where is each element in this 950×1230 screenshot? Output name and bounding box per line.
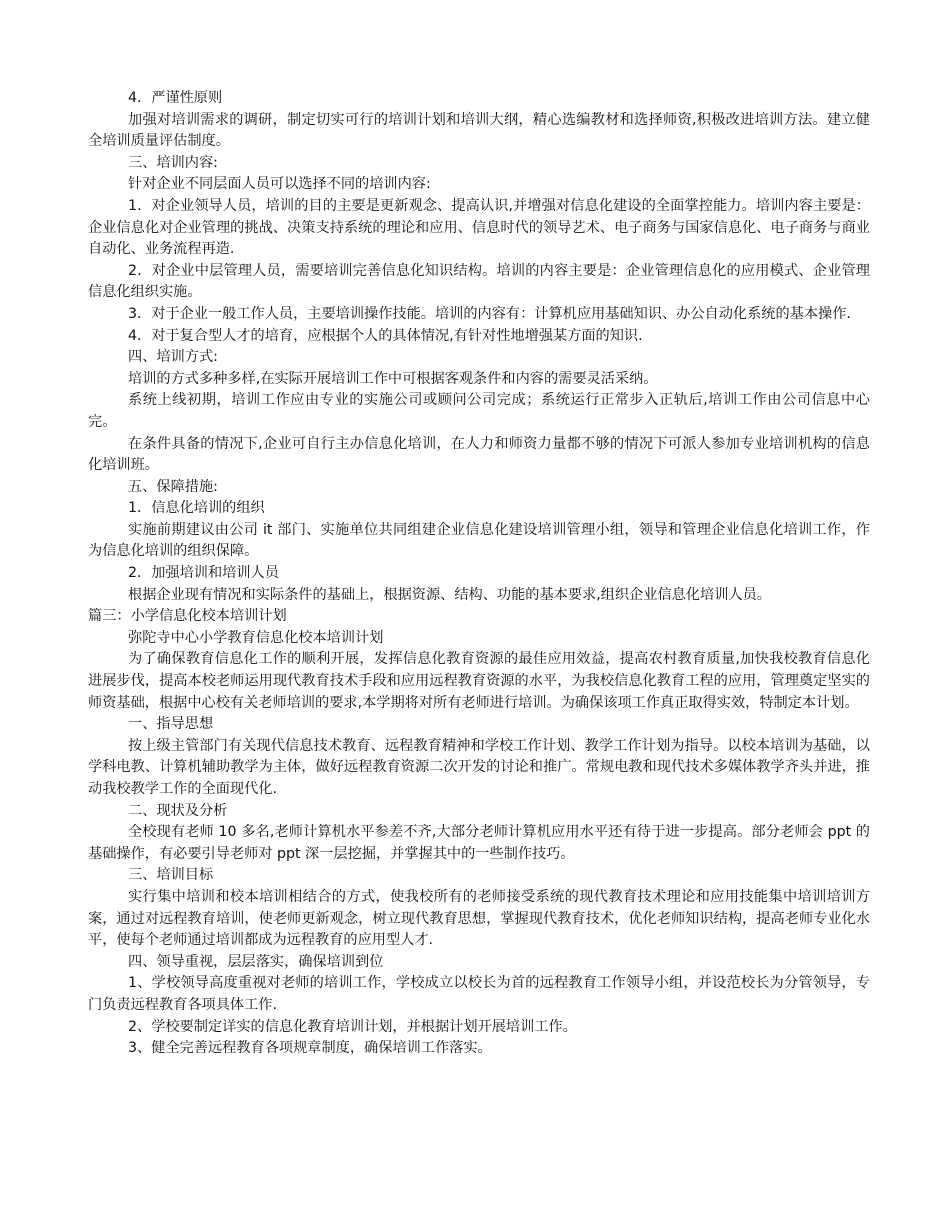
- paragraph: 3．对于企业一般工作人员，主要培训操作技能。培训的内容有：计算机应用基础知识、办公自动化系统的基本操作.: [128, 305, 851, 322]
- paragraph: 4．严谨性原则: [128, 90, 223, 106]
- paragraph: 实行集中培训和校本培训相结合的方式，使我校所有的老师接受系统的现代教育技术理论和应用技能集中培训培训方案，通过对远程教育培训，使老师更新观念，树立现代教育思想，掌握现代教育技术，优化老师知识结构，提高老师专业化水平，使每个老师通过培训都成为远程教育的应用型人才.: [88, 888, 870, 949]
- paragraph: 3、健全完善远程教育各项规章制度，确保培训工作落实。: [128, 1040, 492, 1057]
- paragraph: 1．信息化培训的组织: [128, 500, 265, 517]
- paragraph: 三、培训目标: [128, 867, 214, 884]
- paragraph: 系统上线初期，培训工作应由专业的实施公司或顾问公司完成；系统运行正常步入正轨后,培训工作由公司信息中心完。: [88, 392, 870, 430]
- paragraph: 1、学校领导高度重视对老师的培训工作，学校成立以校长为首的远程教育工作领导小组，并设范校长为分管领导，专门负责远程教育各项具体工作.: [88, 975, 870, 1013]
- paragraph: 培训的方式多种多样,在实际开展培训工作中可根据客观条件和内容的需要灵活采纳。: [128, 370, 658, 387]
- paragraph: 为了确保教育信息化工作的顺利开展，发挥信息化教育资源的最佳应用效益，提高农村教育质量,加快我校教育信息化进展步伐，提高本校老师运用现代教育技术手段和应用远程教育资源的水平，为我校信息化教育工程的应用，管理奠定坚实的师资基础，根据中心校有关老师培训的要求,本学期将对所有老师进行培训。为确保该项工作真正取得实效，特制定本计划。: [88, 651, 870, 711]
- paragraph: 根据企业现有情况和实际条件的基础上，根据资源、结构、功能的基本要求,组织企业信息化培训人员。: [128, 586, 771, 603]
- paragraph: 篇三：小学信息化校本培训计划: [88, 608, 287, 625]
- paragraph: 按上级主管部门有关现代信息技术教育、远程教育精神和学校工作计划、教学工作计划为指导。以校本培训为基础，以学科电教、计算机辅助教学为主体，做好远程教育资源二次开发的讨论和推广。常规电教和现代技术多媒体教学齐头并进，推动我校教学工作的全面现代化.: [88, 737, 870, 797]
- paragraph: 二、现状及分析: [128, 802, 228, 819]
- paragraph: 1．对企业领导人员，培训的目的主要是更新观念、提高认识,并增强对信息化建设的全面掌控能力。培训内容主要是：企业信息化对企业管理的挑战、决策支持系统的理论和应用、信息时代的领导艺术、电子商务与国家信息化、电子商务与商业自动化、业务流程再造.: [88, 197, 870, 258]
- paragraph: 全校现有老师 10 多名,老师计算机水平参差不齐,大部分老师计算机应用水平还有待于进一步提高。部分老师会 ppt 的基础操作，有必要引导老师对 ppt 深一层挖掘，并掌握其中的一些制作技巧。: [88, 824, 870, 862]
- paragraph: 2、学校要制定详实的信息化教育培训计划，并根据计划开展培训工作。: [128, 1018, 577, 1035]
- paragraph: 4．对于复合型人才的培育，应根据个人的具体情况,有针对性地增强某方面的知识.: [128, 327, 643, 344]
- paragraph: 针对企业不同层面人员可以选择不同的培训内容:: [128, 176, 431, 193]
- paragraph: 三、培训内容:: [128, 154, 218, 171]
- paragraph: 弥陀寺中心小学教育信息化校本培训计划: [128, 629, 384, 646]
- paragraph: 实施前期建议由公司 it 部门、实施单位共同组建企业信息化建设培训管理小组，领导和管理企业信息化培训工作，作为信息化培训的组织保障。: [88, 521, 870, 560]
- paragraph: 加强对培训需求的调研，制定切实可行的培训计划和培训大纲，精心选编教材和选择师资,积极改进培训方法。建立健全培训质量评估制度。: [88, 111, 870, 150]
- paragraph: 五、保障措施:: [128, 478, 218, 495]
- paragraph: 2．加强培训和培训人员: [128, 565, 279, 582]
- paragraph: 在条件具备的情况下,企业可自行主办信息化培训，在人力和师资力量都不够的情况下可派人参加专业培训机构的信息化培训班。: [88, 435, 870, 474]
- paragraph: 四、培训方式:: [128, 349, 218, 366]
- paragraph: 四、领导重视，层层落实，确保培训到位: [128, 953, 384, 970]
- paragraph: 2．对企业中层管理人员，需要培训完善信息化知识结构。培训的内容主要是：企业管理信息化的应用模式、企业管理信息化组织实施。: [88, 262, 870, 301]
- paragraph: 一、指导思想: [128, 716, 214, 733]
